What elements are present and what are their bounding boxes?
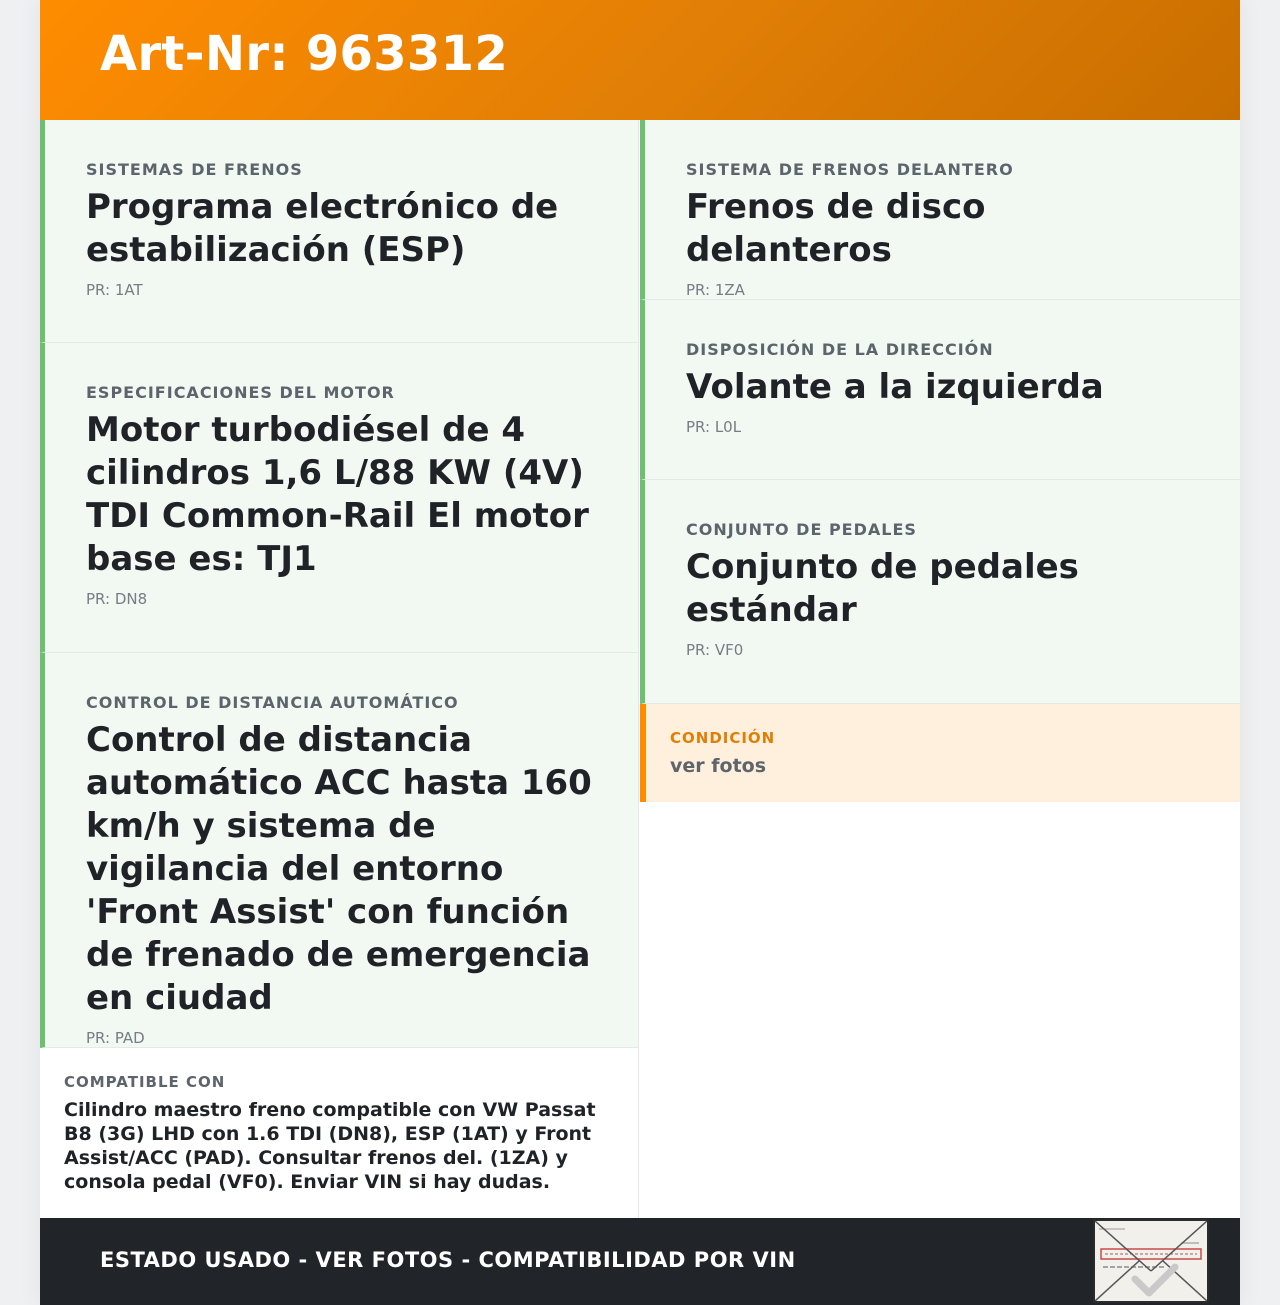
card-label: CONJUNTO DE PEDALES [686,520,917,539]
footer-status-text: ESTADO USADO - VER FOTOS - COMPATIBILIDAD POR VIN [100,1248,796,1272]
card-label: DISPOSICIÓN DE LA DIRECCIÓN [686,340,994,359]
right-column [640,120,1240,802]
card-title: Programa electrónico de estabilización (ESP) [86,187,559,270]
compatibility-text: Cilindro maestro freno compatible con VW Passat B8 (3G) LHD con 1.6 TDI (DN8), ESP (1AT) y Front Assist/ACC (PAD). Consultar frenos del. (1ZA) y consola pedal (VF0). Enviar VIN si hay dudas. [64,1099,596,1193]
article-number-title: Art-Nr: 963312 [100,26,509,82]
spec-card-steering [640,300,1240,480]
card-label: ESPECIFICACIONES DEL MOTOR [86,383,395,402]
condition-box [640,704,1240,802]
spec-card-engine [40,343,638,653]
footer-bar [40,1218,1240,1305]
condition-label: CONDICIÓN [670,729,776,747]
card-title: Control de distancia automático ACC hasta 160 km/h y sistema de vigilancia del entorno 'Front Assist' con función de frenado de emergencia en ciudad [86,720,592,1018]
header-banner [40,0,1240,120]
card-label: SISTEMA DE FRENOS DELANTERO [686,160,1014,179]
card-title: Frenos de disco delanteros [686,187,986,270]
compatibility-section [64,1072,614,1194]
card-label: SISTEMAS DE FRENOS [86,160,303,179]
spec-card-distance-control [40,653,638,1048]
card-label: CONTROL DE DISTANCIA AUTOMÁTICO [86,693,459,712]
condition-value: ver fotos [670,755,767,777]
card-pr-code: PR: DN8 [86,590,148,608]
card-title: Volante a la izquierda [686,367,1104,407]
datasheet [40,0,1240,1305]
card-title: Conjunto de pedales estándar [686,547,1079,630]
spec-card-brakes [40,120,638,343]
spec-card-pedals [640,480,1240,704]
left-column [40,120,639,1218]
part-photo-thumbnail[interactable] [1093,1219,1209,1303]
vehicle-label-photo-icon [1095,1221,1207,1301]
card-pr-code: PR: 1AT [86,281,143,299]
compatibility-label: COMPATIBLE CON [64,1073,226,1091]
card-pr-code: PR: 1ZA [686,281,745,299]
card-title: Motor turbodiésel de 4 cilindros 1,6 L/88 KW (4V) TDI Common-Rail El motor base es: TJ1 [86,410,589,579]
spec-card-front-brakes [640,120,1240,300]
card-pr-code: PR: L0L [686,418,742,436]
card-pr-code: PR: PAD [86,1029,145,1047]
card-pr-code: PR: VF0 [686,641,744,659]
